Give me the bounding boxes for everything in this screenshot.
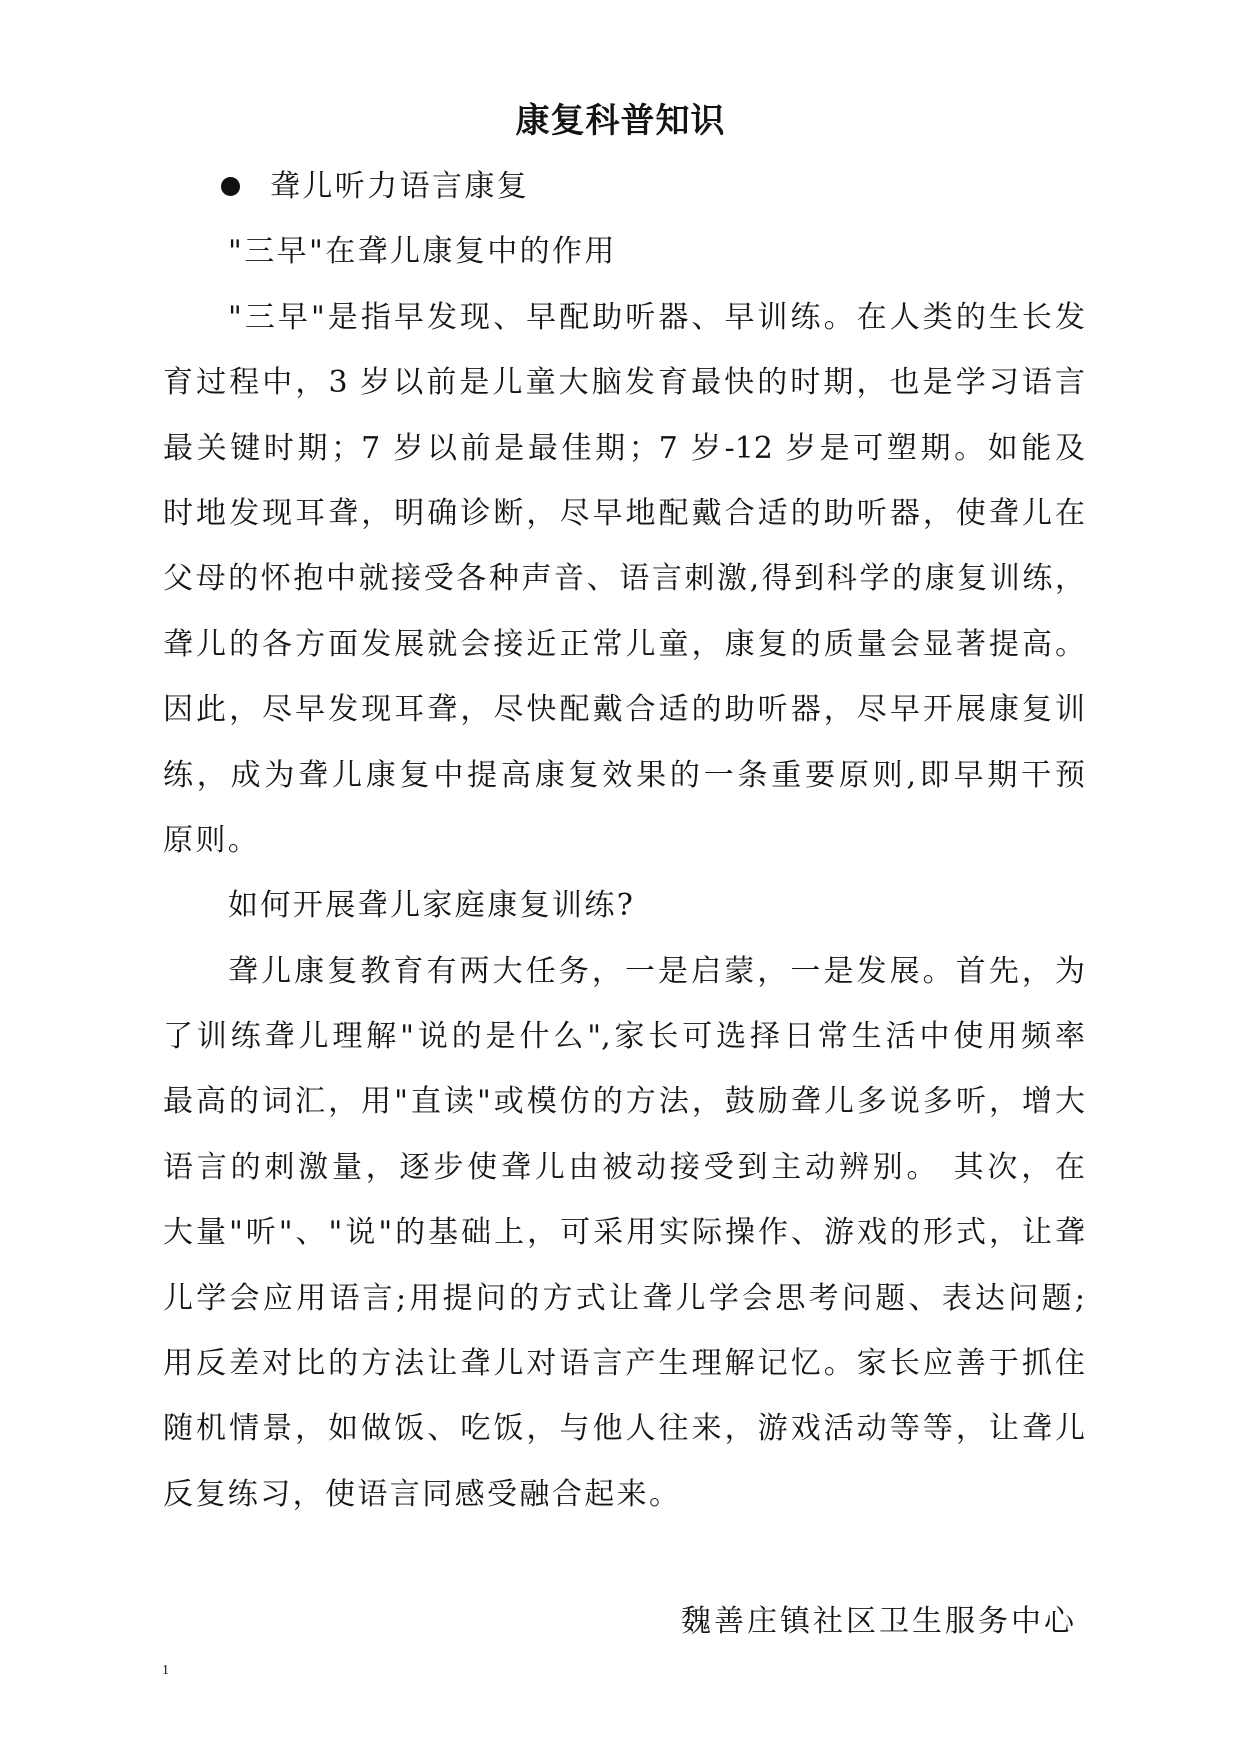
subheading-home-training: 如何开展聋儿家庭康复训练? bbox=[228, 888, 636, 924]
paragraph-line: 用反差对比的方法让聋儿对语言产生理解记忆。家长应善于抓住 bbox=[163, 1346, 1085, 1382]
paragraph-line: 随机情景，如做饭、吃饭，与他人往来，游戏活动等等，让聋儿 bbox=[163, 1411, 1085, 1447]
paragraph-line: 最高的词汇，用"直读"或模仿的方法，鼓励聋儿多说多听，增大 bbox=[163, 1084, 1085, 1120]
paragraph-line: 父母的怀抱中就接受各种声音、语言刺激,得到科学的康复训练， bbox=[163, 561, 1085, 597]
paragraph-three-early bbox=[163, 285, 1085, 874]
paragraph-line: 语言的刺激量，逐步使聋儿由被动接受到主动辨别。 其次，在 bbox=[163, 1149, 1085, 1185]
paragraph-line: 聋儿康复教育有两大任务，一是启蒙，一是发展。首先，为 bbox=[228, 953, 1085, 989]
document-body bbox=[163, 154, 1085, 1527]
paragraph-line: 聋儿的各方面发展就会接近正常儿童，康复的质量会显著提高。 bbox=[163, 626, 1085, 662]
paragraph-line: 最关键时期；7 岁以前是最佳期；7 岁-12 岁是可塑期。如能及 bbox=[163, 430, 1085, 466]
paragraph-line: 育过程中，3 岁以前是儿童大脑发育最快的时期，也是学习语言 bbox=[163, 365, 1085, 401]
paragraph-line: 反复练习，使语言同感受融合起来。 bbox=[163, 1476, 682, 1512]
organization-signature: 魏善庄镇社区卫生服务中心 bbox=[681, 1604, 1077, 1639]
paragraph-line: "三早"是指早发现、早配助听器、早训练。在人类的生长发 bbox=[228, 299, 1085, 335]
paragraph-line: 了训练聋儿理解"说的是什么",家长可选择日常生活中使用频率 bbox=[163, 1019, 1085, 1055]
section-bullet-item bbox=[163, 154, 1085, 219]
paragraph-line: 原则。 bbox=[163, 822, 261, 858]
subheading-three-early: "三早"在聋儿康复中的作用 bbox=[228, 234, 617, 270]
paragraph-line: 因此，尽早发现耳聋，尽快配戴合适的助听器，尽早开展康复训 bbox=[163, 692, 1085, 728]
bullet-icon bbox=[221, 177, 240, 196]
paragraph-line: 时地发现耳聋，明确诊断，尽早地配戴合适的助听器，使聋儿在 bbox=[163, 495, 1085, 531]
paragraph-line: 练，成为聋儿康复中提高康复效果的一条重要原则,即早期干预 bbox=[163, 757, 1085, 793]
paragraph-line: 儿学会应用语言;用提问的方式让聋儿学会思考问题、表达问题; bbox=[163, 1280, 1085, 1316]
paragraph-home-training bbox=[163, 939, 1085, 1528]
section-title: 聋儿听力语言康复 bbox=[270, 169, 530, 204]
page-number: 1 bbox=[162, 1663, 169, 1678]
paragraph-line: 大量"听"、"说"的基础上，可采用实际操作、游戏的形式，让聋 bbox=[163, 1215, 1085, 1251]
page-title: 康复科普知识 bbox=[515, 101, 726, 141]
